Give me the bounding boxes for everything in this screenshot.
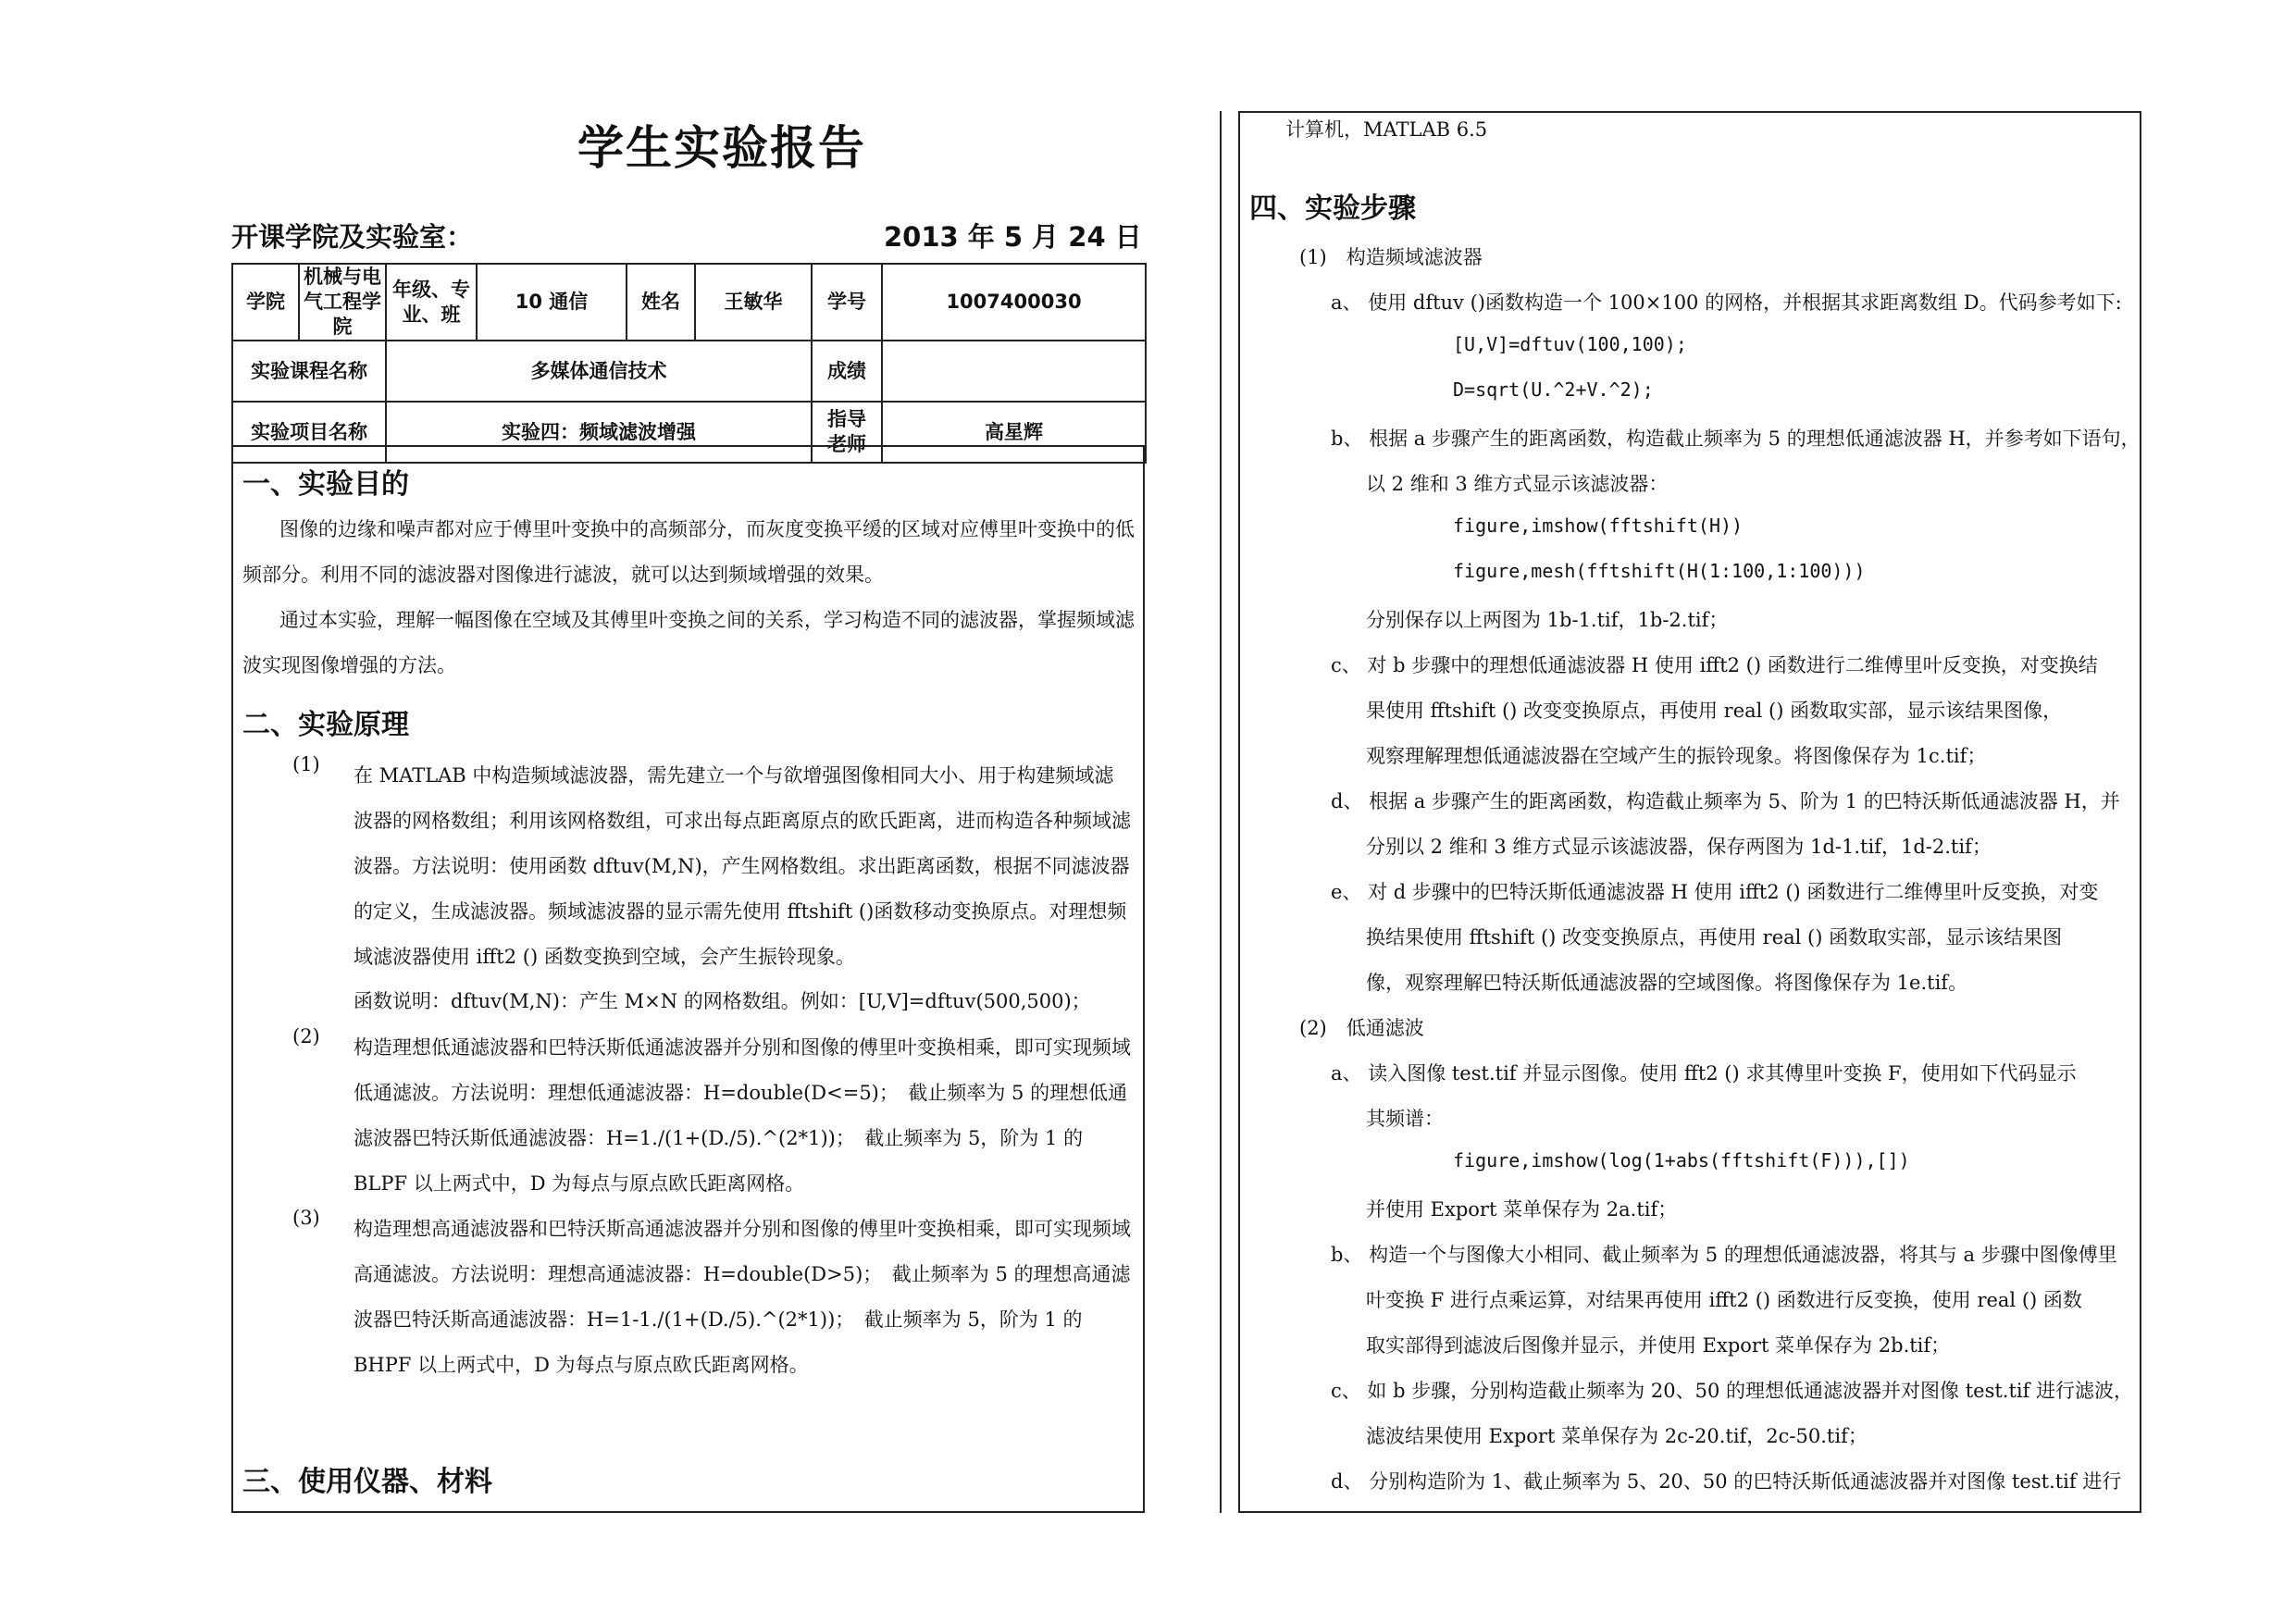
teacher-value-cell: 高星辉 bbox=[882, 402, 1146, 463]
principle-item-number: (3) bbox=[292, 1207, 320, 1229]
step-e-line: e、 对 d 步骤中的巴特沃斯低通滤波器 H 使用 ifft2 () 函数进行二维傅里叶反变换，对变 bbox=[1331, 881, 2099, 903]
step-a2-line: 并使用 Export 菜单保存为 2a.tif； bbox=[1366, 1198, 1678, 1221]
principle-item-text: 在 MATLAB 中构造频域滤波器，需先建立一个与欲增强图像相同大小、用于构建频域滤波器的网格数组；利用该网格数组，可求出每点距离原点的欧氏距离，进而构造各种频域滤波器。方法说明：使用函数 dftuv(M,N)，产生网格数组。求出距离函数，根据不同滤波器的定义，生成滤波器。频域滤波器的显示需先使用 fftshift ()函数移动变换原点。对理想频域滤波器使用 ifft2 () 函数变换到空域，会产生振铃现象。 bbox=[354, 764, 1131, 968]
step-e-line: 像，观察理解巴特沃斯低通滤波器的空域图像。将图像保存为 1e.tif。 bbox=[1366, 972, 1968, 994]
principle-item-number: (1) bbox=[292, 753, 320, 775]
step-subheading: (1) 构造频域滤波器 bbox=[1299, 246, 1483, 268]
step-c2-line: c、 如 b 步骤，分别构造截止频率为 20、50 的理想低通滤波器并对图像 test.tif 进行滤波， bbox=[1331, 1380, 2134, 1402]
score-value-cell bbox=[882, 341, 1146, 402]
purpose-paragraph-2: 通过本实验，理解一幅图像在空域及其傅里叶变换之间的关系，学习构造不同的滤波器，掌握频域滤波实现图像增强的方法。 bbox=[242, 609, 1135, 676]
principle-item-number: (2) bbox=[292, 1025, 320, 1048]
step-d-line: 分别以 2 维和 3 维方式显示该滤波器，保存两图为 1d-1.tif，1d-2.tif； bbox=[1366, 836, 1992, 858]
step-b2-line: 取实部得到滤波后图像并显示，并使用 Export 菜单保存为 2b.tif； bbox=[1366, 1334, 1951, 1357]
section-heading-equipment: 三、使用仪器、材料 bbox=[242, 1466, 492, 1498]
report-title: 学生实验报告 bbox=[577, 121, 866, 175]
step-c2-line: 滤波结果使用 Export 菜单保存为 2c-20.tif，2c-50.tif； bbox=[1366, 1425, 1868, 1447]
score-label-cell: 成绩 bbox=[812, 341, 882, 402]
step-b-line: 分别保存以上两图为 1b-1.tif，1b-2.tif； bbox=[1366, 609, 1729, 631]
id-value-cell: 1007400030 bbox=[882, 264, 1146, 341]
step-e-line: 换结果使用 fftshift () 改变变换原点，再使用 real () 函数取实部，显示该结果图 bbox=[1366, 926, 2063, 948]
principle-item-text: 构造理想高通滤波器和巴特沃斯高通滤波器并分别和图像的傅里叶变换相乘，即可实现频域高通滤波。方法说明：理想高通滤波器：H=double(D>5)； 截止频率为 5 的理想高通滤波器巴特沃斯高通滤波器：H=1-1./(1+(D./5).^(2*1))； 截止频率为 5，阶为 1 的 BHPF 以上两式中，D 为每点与原点欧氏距离网格。 bbox=[354, 1218, 1131, 1376]
step-b-line: b、 根据 a 步骤产生的距离函数，构造截止频率为 5 的理想低通滤波器 H，并参考如下语句， bbox=[1331, 428, 2141, 450]
step-d-line: d、 根据 a 步骤产生的距离函数，构造截止频率为 5、阶为 1 的巴特沃斯低通滤波器 H，并 bbox=[1331, 790, 2120, 812]
grade-label-cell: 年级、专业、班 bbox=[386, 264, 477, 341]
course-value-cell: 多媒体通信技术 bbox=[386, 341, 812, 402]
step-d2-line: d、 分别构造阶为 1、截止频率为 5、20、50 的巴特沃斯低通滤波器并对图像 test.tif 进行 bbox=[1331, 1470, 2122, 1493]
code-line: figure,mesh(fftshift(H(1:100,1:100))) bbox=[1453, 560, 1866, 582]
step-b2-line: 叶变换 F 进行点乘运算，对结果再使用 ifft2 () 函数进行反变换，使用 real () 函数 bbox=[1366, 1289, 2082, 1311]
code-line: [U,V]=dftuv(100,100); bbox=[1453, 333, 1687, 355]
step-c-line: c、 对 b 步骤中的理想低通滤波器 H 使用 ifft2 () 函数进行二维傅里叶反变换，对变换结 bbox=[1331, 654, 2098, 676]
equipment-text: 计算机，MATLAB 6.5 bbox=[1285, 118, 1488, 141]
step-c-line: 果使用 fftshift () 改变变换原点，再使用 real () 函数取实部，显示该结果图像， bbox=[1366, 700, 2063, 722]
section-heading-purpose: 一、实验目的 bbox=[242, 468, 409, 501]
college-value-cell: 机械与电气工程学院 bbox=[299, 264, 386, 341]
code-line: figure,imshow(fftshift(H)) bbox=[1453, 514, 1744, 537]
college-label-cell: 学院 bbox=[232, 264, 299, 341]
project-value-cell: 实验四：频域滤波增强 bbox=[386, 402, 812, 463]
course-label-cell: 实验课程名称 bbox=[232, 341, 386, 402]
purpose-paragraph-1: 图像的边缘和噪声都对应于傅里叶变换中的高频部分，而灰度变换平缓的区域对应傅里叶变换中的低频部分。利用不同的滤波器对图像进行滤波，就可以达到频域增强的效果。 bbox=[242, 518, 1135, 586]
project-label-cell: 实验项目名称 bbox=[232, 402, 386, 463]
step-c-line: 观察理解理想低通滤波器在空域产生的振铃现象。将图像保存为 1c.tif； bbox=[1366, 745, 1987, 767]
table-row bbox=[232, 341, 1146, 402]
college-lab-label: 开课学院及实验室： bbox=[231, 221, 474, 253]
step-a2-line: a、 读入图像 test.tif 并显示图像。使用 fft2 () 求其傅里叶变换 F，使用如下代码显示 bbox=[1331, 1062, 2077, 1085]
step-b-line: 以 2 维和 3 维方式显示该滤波器： bbox=[1366, 473, 1669, 495]
code-line: D=sqrt(U.^2+V.^2); bbox=[1453, 378, 1654, 401]
code-line: figure,imshow(log(1+abs(fftshift(F))),[]) bbox=[1453, 1149, 1910, 1172]
report-date: 2013 年 5 月 24 日 bbox=[884, 221, 1142, 253]
info-table bbox=[231, 263, 1147, 464]
principle-item-text: 构造理想低通滤波器和巴特沃斯低通滤波器并分别和图像的傅里叶变换相乘，即可实现频域低通滤波。方法说明：理想低通滤波器：H=double(D<=5)； 截止频率为 5 的理想低通滤波器巴特沃斯低通滤波器：H=1./(1+(D./5).^(2*1))； 截止频率为 5，阶为 1 的 BLPF 以上两式中，D 为每点与原点欧氏距离网格。 bbox=[354, 1036, 1131, 1195]
step-b2-line: b、 构造一个与图像大小相同、截止频率为 5 的理想低通滤波器，将其与 a 步骤中图像傅里 bbox=[1331, 1244, 2117, 1266]
step-a2-line: 其频谱： bbox=[1366, 1108, 1444, 1130]
id-label-cell: 学号 bbox=[812, 264, 882, 341]
grade-value-cell: 10 通信 bbox=[477, 264, 627, 341]
principle-item-example: 函数说明：dftuv(M,N)：产生 M×N 的网格数组。例如：[U,V]=dftuv(500,500)； bbox=[354, 990, 1091, 1012]
table-row bbox=[232, 264, 1146, 341]
page-divider bbox=[1220, 111, 1222, 1513]
section-heading-principle: 二、实验原理 bbox=[242, 709, 409, 741]
step-subheading: (2) 低通滤波 bbox=[1299, 1017, 1424, 1039]
section-heading-steps: 四、实验步骤 bbox=[1249, 192, 1416, 225]
name-value-cell: 王敏华 bbox=[695, 264, 812, 341]
name-label-cell: 姓名 bbox=[627, 264, 695, 341]
teacher-label-cell: 指导老师 bbox=[812, 402, 882, 463]
step-a-line: a、 使用 dftuv ()函数构造一个 100×100 的网格，并根据其求距离数组 D。代码参考如下: bbox=[1331, 291, 2122, 314]
